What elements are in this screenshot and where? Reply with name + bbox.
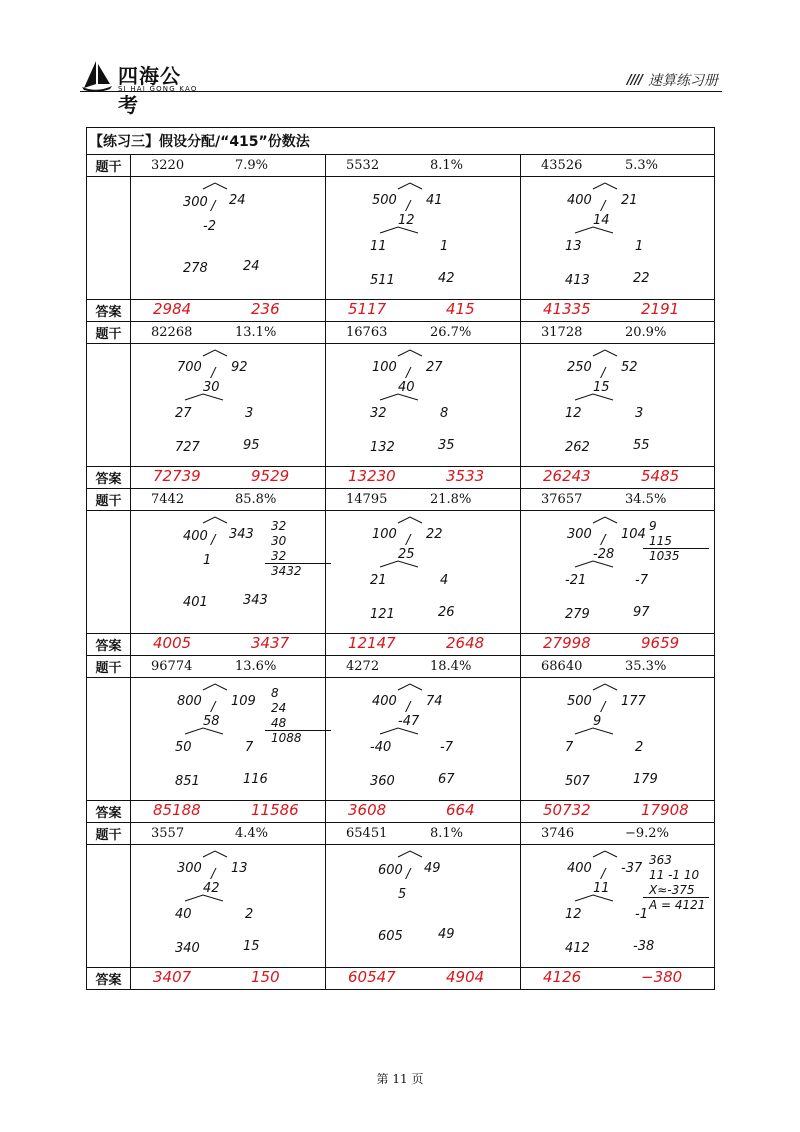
handwritten-step: 12 [565, 406, 582, 421]
side-calculation: 3432 [271, 564, 302, 578]
handwritten-step: 400 [183, 529, 208, 544]
handwritten-step: -28 [593, 547, 615, 562]
handwritten-step: 40 [398, 380, 415, 395]
side-calculation: A = 4121 [649, 898, 706, 912]
answer-cell [521, 300, 715, 322]
question-percent: 35.3% [625, 659, 667, 674]
answer-cell [521, 968, 715, 990]
handwritten-step: 300 [177, 861, 202, 876]
handwritten-step: 511 [370, 273, 395, 288]
answer-value-part2: 11586 [251, 801, 299, 819]
work-label-blank [87, 177, 131, 300]
question-percent: 5.3% [625, 158, 659, 173]
handwritten-step: 8 [440, 406, 449, 421]
question-cell [326, 322, 521, 344]
work-label-blank [87, 344, 131, 467]
handwritten-step: 27 [175, 406, 192, 421]
handwritten-step: 58 [203, 714, 220, 729]
handwritten-step: 177 [621, 694, 646, 709]
answer-value-part2: 415 [446, 300, 475, 318]
handwritten-step: 12 [565, 907, 582, 922]
handwriting-strokes [521, 177, 714, 299]
question-number: 14795 [346, 492, 388, 507]
handwritten-step: 100 [372, 360, 397, 375]
handwritten-step: 92 [231, 360, 248, 375]
question-percent: 21.8% [430, 492, 472, 507]
work-cell [131, 845, 326, 968]
question-percent: 85.8% [235, 492, 277, 507]
handwritten-step: / [406, 533, 411, 548]
handwritten-step: 13 [565, 239, 582, 254]
handwritten-step: -47 [398, 714, 420, 729]
handwritten-step: / [601, 533, 606, 548]
handwritten-step: 74 [426, 694, 443, 709]
handwritten-step: / [406, 867, 411, 882]
question-number: 96774 [151, 659, 193, 674]
handwritten-step: 343 [243, 593, 268, 608]
side-calculation: 24 [271, 701, 287, 715]
handwritten-step: 507 [565, 774, 590, 789]
work-label-blank [87, 678, 131, 801]
question-number: 3557 [151, 826, 185, 841]
answer-value-part2: 150 [251, 968, 280, 986]
handwritten-step: / [601, 366, 606, 381]
handwriting-strokes [131, 845, 325, 967]
side-calculation: 32 [271, 549, 287, 563]
answer-value-part2: 5485 [641, 467, 680, 485]
question-label: 题干 [87, 489, 131, 511]
handwritten-step: 727 [175, 440, 200, 455]
handwritten-step: 11 [593, 881, 610, 896]
handwritten-step: 116 [243, 772, 268, 787]
question-cell [521, 656, 715, 678]
handwritten-step: 400 [567, 861, 592, 876]
handwritten-step: 26 [438, 605, 455, 620]
answer-label: 答案 [87, 968, 131, 990]
question-number: 5532 [346, 158, 380, 173]
handwritten-step: 25 [398, 547, 415, 562]
handwritten-step: / [211, 366, 216, 381]
question-number: 43526 [541, 158, 583, 173]
handwritten-step: 21 [370, 573, 387, 588]
handwritten-step: 179 [633, 772, 658, 787]
handwritten-step: 7 [245, 740, 254, 755]
calc-divider [643, 548, 709, 549]
side-calculation: X≈-375 [649, 883, 695, 897]
handwritten-step: 100 [372, 527, 397, 542]
handwritten-step: / [406, 199, 411, 214]
handwritten-step: -7 [440, 740, 453, 755]
work-cell [521, 845, 715, 968]
answer-cell [326, 634, 521, 656]
question-cell [131, 155, 326, 177]
answer-value-part1: 41335 [543, 300, 591, 318]
answer-value-part2: 9529 [251, 467, 290, 485]
work-cell [521, 678, 715, 801]
answer-value-part1: 60547 [348, 968, 396, 986]
handwritten-step: 278 [183, 261, 208, 276]
question-cell [131, 322, 326, 344]
handwritten-step: -40 [370, 740, 392, 755]
side-calculation: 11 -1 10 [649, 868, 700, 882]
side-calculation: 48 [271, 716, 287, 730]
question-percent: 18.4% [430, 659, 472, 674]
handwritten-step: 14 [593, 213, 610, 228]
question-number: 3746 [541, 826, 575, 841]
handwriting-strokes [326, 845, 520, 967]
question-percent: 8.1% [430, 826, 464, 841]
answer-label: 答案 [87, 801, 131, 823]
answer-value-part2: 236 [251, 300, 280, 318]
handwritten-step: 400 [567, 193, 592, 208]
work-cell [131, 511, 326, 634]
header-divider [80, 91, 722, 92]
calc-divider [265, 730, 331, 731]
question-percent: −9.2% [625, 826, 669, 841]
handwritten-step: 500 [567, 694, 592, 709]
handwritten-step: 30 [203, 380, 220, 395]
handwritten-step: 22 [426, 527, 443, 542]
question-cell [521, 155, 715, 177]
handwritten-step: -21 [565, 573, 587, 588]
answer-cell [131, 300, 326, 322]
handwritten-step: / [601, 867, 606, 882]
handwriting-strokes [521, 344, 714, 466]
handwritten-step: 360 [370, 774, 395, 789]
handwritten-step: 22 [633, 271, 650, 286]
work-cell [326, 177, 521, 300]
question-label: 题干 [87, 322, 131, 344]
question-number: 82268 [151, 325, 193, 340]
question-label: 题干 [87, 656, 131, 678]
question-cell [521, 823, 715, 845]
answer-value-part1: 12147 [348, 634, 396, 652]
answer-value-part1: 3608 [348, 801, 387, 819]
work-label-blank [87, 845, 131, 968]
question-number: 16763 [346, 325, 388, 340]
section-title: 【练习三】假设分配/“415”份数法 [87, 128, 715, 155]
answer-value-part1: 50732 [543, 801, 591, 819]
brand-subtitle: SI HAI GONG KAO [118, 85, 198, 93]
handwritten-step: 1 [203, 553, 212, 568]
side-calculation: 115 [649, 534, 672, 548]
handwritten-step: 13 [231, 861, 248, 876]
header-slashes: //// [627, 72, 642, 88]
handwritten-step: 413 [565, 273, 590, 288]
handwriting-strokes [521, 678, 714, 800]
question-number: 68640 [541, 659, 583, 674]
sailboat-logo-icon [80, 58, 114, 92]
work-cell [131, 177, 326, 300]
handwritten-step: 412 [565, 941, 590, 956]
handwritten-step: 4 [440, 573, 449, 588]
handwritten-step: 1 [635, 239, 644, 254]
answer-label: 答案 [87, 634, 131, 656]
question-percent: 13.6% [235, 659, 277, 674]
handwriting-strokes [326, 511, 520, 633]
question-number: 3220 [151, 158, 185, 173]
question-number: 31728 [541, 325, 583, 340]
question-percent: 13.1% [235, 325, 277, 340]
handwritten-step: 1 [440, 239, 449, 254]
side-calculation: 1035 [649, 549, 680, 563]
question-number: 65451 [346, 826, 388, 841]
handwritten-step: 3 [245, 406, 254, 421]
handwritten-step: / [211, 533, 216, 548]
handwritten-step: 40 [175, 907, 192, 922]
handwritten-step: 52 [621, 360, 638, 375]
handwritten-step: 32 [370, 406, 387, 421]
handwritten-step: -7 [635, 573, 648, 588]
answer-cell [326, 801, 521, 823]
handwritten-step: 500 [372, 193, 397, 208]
handwritten-step: 600 [378, 863, 403, 878]
answer-cell [131, 968, 326, 990]
handwriting-strokes [131, 177, 325, 299]
book-title: 速算练习册 [648, 73, 718, 89]
answer-value-part1: 4005 [153, 634, 192, 652]
question-cell [131, 823, 326, 845]
handwritten-step: 49 [438, 927, 455, 942]
side-calculation: 9 [649, 519, 657, 533]
calc-divider [265, 563, 331, 564]
handwritten-step: / [601, 700, 606, 715]
handwritten-step: 340 [175, 941, 200, 956]
handwritten-step: 121 [370, 607, 395, 622]
handwriting-strokes [131, 344, 325, 466]
answer-cell [326, 300, 521, 322]
answer-cell [326, 467, 521, 489]
question-cell [326, 489, 521, 511]
question-percent: 34.5% [625, 492, 667, 507]
answer-value-part1: 72739 [153, 467, 201, 485]
handwritten-step: -37 [621, 861, 643, 876]
handwritten-step: 250 [567, 360, 592, 375]
question-number: 7442 [151, 492, 185, 507]
handwritten-step: 24 [229, 193, 246, 208]
handwritten-step: / [406, 700, 411, 715]
work-cell [326, 845, 521, 968]
handwritten-step: 605 [378, 929, 403, 944]
brand-name: 四海公考 [118, 64, 181, 117]
handwriting-strokes [521, 511, 714, 633]
handwritten-step: -38 [633, 939, 655, 954]
handwritten-step: 401 [183, 595, 208, 610]
answer-label: 答案 [87, 467, 131, 489]
question-label: 题干 [87, 155, 131, 177]
answer-value-part2: −380 [641, 968, 683, 986]
question-number: 4272 [346, 659, 380, 674]
handwritten-step: 300 [567, 527, 592, 542]
handwritten-step: 21 [621, 193, 638, 208]
handwritten-step: 35 [438, 438, 455, 453]
question-cell [326, 155, 521, 177]
work-cell [521, 511, 715, 634]
handwriting-strokes [326, 344, 520, 466]
answer-value-part2: 2648 [446, 634, 485, 652]
answer-value-part1: 13230 [348, 467, 396, 485]
answer-cell [521, 634, 715, 656]
handwritten-step: 27 [426, 360, 443, 375]
question-cell [131, 656, 326, 678]
answer-label: 答案 [87, 300, 131, 322]
handwritten-step: 262 [565, 440, 590, 455]
answer-value-part1: 2984 [153, 300, 192, 318]
handwritten-step: 400 [372, 694, 397, 709]
side-calculation: 32 [271, 519, 287, 533]
handwritten-step: 109 [231, 694, 256, 709]
answer-value-part1: 26243 [543, 467, 591, 485]
handwritten-step: 50 [175, 740, 192, 755]
handwritten-step: 132 [370, 440, 395, 455]
handwritten-step: 279 [565, 607, 590, 622]
question-cell [521, 489, 715, 511]
answer-value-part2: 9659 [641, 634, 680, 652]
handwritten-step: 24 [243, 259, 260, 274]
side-calculation: 8 [271, 686, 279, 700]
handwritten-step: 5 [398, 887, 407, 902]
work-cell [131, 344, 326, 467]
handwritten-step: 49 [424, 861, 441, 876]
answer-cell [131, 634, 326, 656]
work-cell [521, 177, 715, 300]
handwritten-step: / [211, 199, 216, 214]
book-title-area [627, 70, 718, 90]
handwritten-step: 95 [243, 438, 260, 453]
work-cell [521, 344, 715, 467]
handwritten-step: 851 [175, 774, 200, 789]
handwritten-step: 343 [229, 527, 254, 542]
handwritten-step: 97 [633, 605, 650, 620]
handwritten-step: / [406, 366, 411, 381]
answer-value-part1: 27998 [543, 634, 591, 652]
brand-logo [80, 58, 200, 117]
handwriting-strokes [326, 177, 520, 299]
question-number: 37657 [541, 492, 583, 507]
handwritten-step: 9 [593, 714, 602, 729]
calc-divider [643, 897, 709, 898]
question-percent: 8.1% [430, 158, 464, 173]
handwritten-step: / [211, 700, 216, 715]
answer-value-part1: 3407 [153, 968, 192, 986]
side-calculation: 1088 [271, 731, 302, 745]
work-cell [326, 344, 521, 467]
handwritten-step: -1 [635, 907, 648, 922]
handwritten-step: 700 [177, 360, 202, 375]
handwritten-step: 11 [370, 239, 387, 254]
answer-cell [521, 801, 715, 823]
answer-value-part1: 4126 [543, 968, 582, 986]
answer-cell [521, 467, 715, 489]
question-percent: 26.7% [430, 325, 472, 340]
work-cell [326, 511, 521, 634]
handwritten-step: 104 [621, 527, 646, 542]
handwritten-step: 55 [633, 438, 650, 453]
handwritten-step: 42 [438, 271, 455, 286]
handwritten-step: 2 [635, 740, 644, 755]
answer-cell [131, 467, 326, 489]
side-calculation: 30 [271, 534, 287, 548]
work-cell [131, 678, 326, 801]
question-cell [326, 656, 521, 678]
handwritten-step: 7 [565, 740, 574, 755]
question-cell [521, 322, 715, 344]
page-number: 第 11 页 [376, 1072, 424, 1086]
question-percent: 7.9% [235, 158, 269, 173]
handwritten-step: / [601, 199, 606, 214]
answer-value-part2: 3437 [251, 634, 290, 652]
handwritten-step: 15 [593, 380, 610, 395]
work-label-blank [87, 511, 131, 634]
handwriting-strokes [326, 678, 520, 800]
question-cell [131, 489, 326, 511]
handwritten-step: 12 [398, 213, 415, 228]
question-cell [326, 823, 521, 845]
answer-value-part1: 85188 [153, 801, 201, 819]
practice-table [86, 127, 715, 990]
answer-value-part2: 3533 [446, 467, 485, 485]
answer-value-part2: 664 [446, 801, 475, 819]
answer-value-part2: 4904 [446, 968, 485, 986]
handwritten-step: 3 [635, 406, 644, 421]
answer-value-part2: 17908 [641, 801, 689, 819]
handwritten-step: 800 [177, 694, 202, 709]
question-percent: 4.4% [235, 826, 269, 841]
handwritten-step: 42 [203, 881, 220, 896]
answer-cell [131, 801, 326, 823]
handwritten-step: 67 [438, 772, 455, 787]
question-percent: 20.9% [625, 325, 667, 340]
answer-value-part1: 5117 [348, 300, 387, 318]
handwritten-step: 300 [183, 195, 208, 210]
handwritten-step: 15 [243, 939, 260, 954]
handwritten-step: 2 [245, 907, 254, 922]
handwritten-step: 41 [426, 193, 443, 208]
answer-cell [326, 968, 521, 990]
side-calculation: 363 [649, 853, 672, 867]
question-label: 题干 [87, 823, 131, 845]
answer-value-part2: 2191 [641, 300, 680, 318]
handwritten-step: -2 [203, 219, 216, 234]
handwritten-step: / [211, 867, 216, 882]
work-cell [326, 678, 521, 801]
